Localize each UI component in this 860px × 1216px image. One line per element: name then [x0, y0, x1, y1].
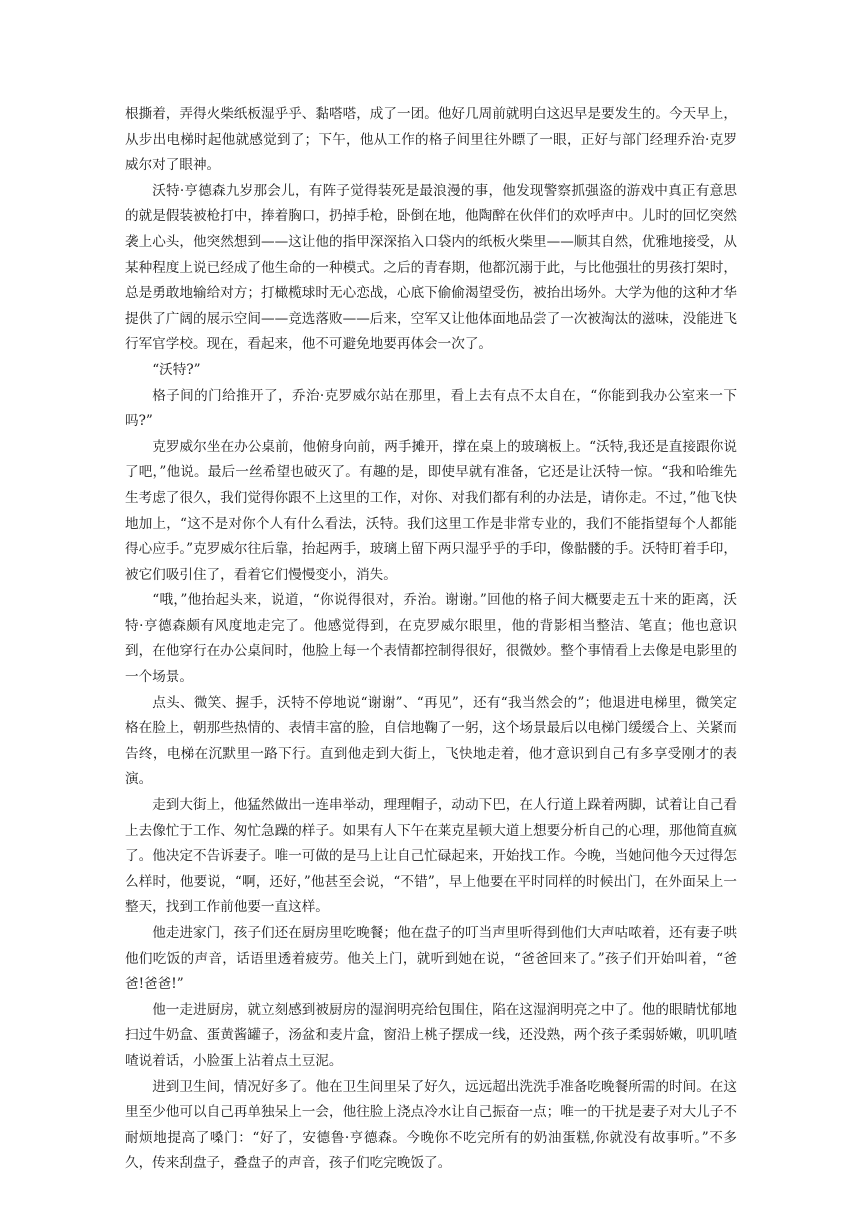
document-body — [125, 102, 737, 1177]
paragraph-9: 他走进家门，孩子们还在厨房里吃晚餐；他在盘子的叮当声里听得到他们大声咕哝着，还有妻子哄他们吃饭的声音，话语里透着疲劳。他关上门，就听到她在说，“爸爸回来了。”孩子们开始叫着，“爸爸!爸爸!” — [125, 925, 737, 993]
paragraph-8: 走到大街上，他猛然做出一连串举动，理理帽子，动动下巴，在人行道上跺着两脚，试着让自己看上去像忙于工作、匆忙急躁的样子。如果有人下午在莱克星顿大道上想要分析自己的心理，那他简直疯了。他决定不告诉妻子。唯一可做的是马上让自己忙碌起来，开始找工作。今晚，当她问他今天过得怎么样时，他要说，“啊，还好，”他甚至会说，“不错”，早上他要在平时同样的时候出门，在外面呆上一整天，找到工作前他要一直这样。 — [125, 797, 737, 916]
paragraph-4: 格子间的门给推开了，乔治·克罗威尔站在那里，看上去有点不太自在，“你能到我办公室来一下吗?” — [125, 387, 737, 430]
paragraph-3: “沃特?” — [152, 361, 201, 378]
paragraph-11: 进到卫生间，情况好多了。他在卫生间里呆了好久，远远超出洗洗手准备吃晚餐所需的时间。在这里至少他可以自己再单独呆上一会，他往脸上浇点冷水让自己振奋一点；唯一的干扰是妻子对大儿子不耐烦地提高了嗓门：“好了，安德鲁·亨德森。今晚你不吃完所有的奶油蛋糕,你就没有故事听。”不多久，传来刮盘子，叠盘子的声音，孩子们吃完晚饭了。 — [125, 1078, 737, 1172]
paragraph-2: 沃特·亨德森九岁那会儿，有阵子觉得装死是最浪漫的事，他发现警察抓强盗的游戏中真正有意思的就是假装被枪打中，捧着胸口，扔掉手枪，卧倒在地，他陶醉在伙伴们的欢呼声中。儿时的回忆突然袭上心头，他突然想到——这让他的指甲深深掐入口袋内的纸板火柴里——顺其自然，优雅地接受，从某种程度上说已经成了他生命的一种模式。之后的青春期，他都沉溺于此，与比他强壮的男孩打架时，总是勇敢地输给对方；打橄榄球时无心恋战，心底下偷偷渴望受伤，被抬出场外。大学为他的这种才华提供了广阔的展示空间——竞选落败——后来，空军又让他体面地品尝了一次被淘汰的滋味，没能进飞行军官学校。现在，看起来，他不可避免地要再体会一次了。 — [125, 182, 737, 353]
paragraph-5: 克罗威尔坐在办公桌前，他俯身向前，两手摊开，撑在桌上的玻璃板上。“沃特,我还是直接跟你说了吧，”他说。最后一丝希望也破灭了。有趣的是，即使早就有准备，它还是让沃特一惊。“我和哈维先生考虑了很久，我们觉得你跟不上这里的工作，对你、对我们都有利的办法是，请你走。不过，”他飞快地加上，“这不是对你个人有什么看法，沃特。我们这里工作是非常专业的，我们不能指望每个人都能得心应手。”克罗威尔往后靠，抬起两手，玻璃上留下两只湿乎乎的手印，像骷髅的手。沃特盯着手印，被它们吸引住了，看着它们慢慢变小，消失。 — [125, 438, 737, 583]
paragraph-7: 点头、微笑、握手，沃特不停地说“谢谢”、“再见”，还有“我当然会的”；他退进电梯里，微笑定格在脸上，朝那些热情的、表情丰富的脸，自信地鞠了一躬，这个场景最后以电梯门缓缓合上、关紧而告终，电梯在沉默里一路下行。直到他走到大街上，飞快地走着，他才意识到自己有多享受刚才的表演。 — [125, 694, 737, 788]
paragraph-6: “哦，”他抬起头来，说道，“你说得很对，乔治。谢谢。”回他的格子间大概要走五十来的距离，沃特·亨德森颇有风度地走完了。他感觉得到，在克罗威尔眼里，他的背影相当整洁、笔直；他也意识到，在他穿行在办公桌间时，他脸上每一个表情都控制得很好，很微妙。整个事情看上去像是电影里的一个场景。 — [125, 592, 737, 686]
paragraph-10: 他一走进厨房，就立刻感到被厨房的湿润明亮给包围住，陷在这湿润明亮之中了。他的眼睛忧郁地扫过牛奶盒、蛋黄酱罐子，汤盆和麦片盒，窗沿上桃子摆成一线，还没熟，两个孩子柔弱娇嫩，叽叽喳喳说着话，小脸蛋上沾着点土豆泥。 — [125, 1001, 737, 1069]
paragraph-1: 根撕着，弄得火柴纸板湿乎乎、黏嗒嗒，成了一团。他好几周前就明白这迟早是要发生的。今天早上，从步出电梯时起他就感觉到了；下午，他从工作的格子间里往外瞟了一眼，正好与部门经理乔治·克罗威尔对了眼神。 — [125, 106, 737, 174]
